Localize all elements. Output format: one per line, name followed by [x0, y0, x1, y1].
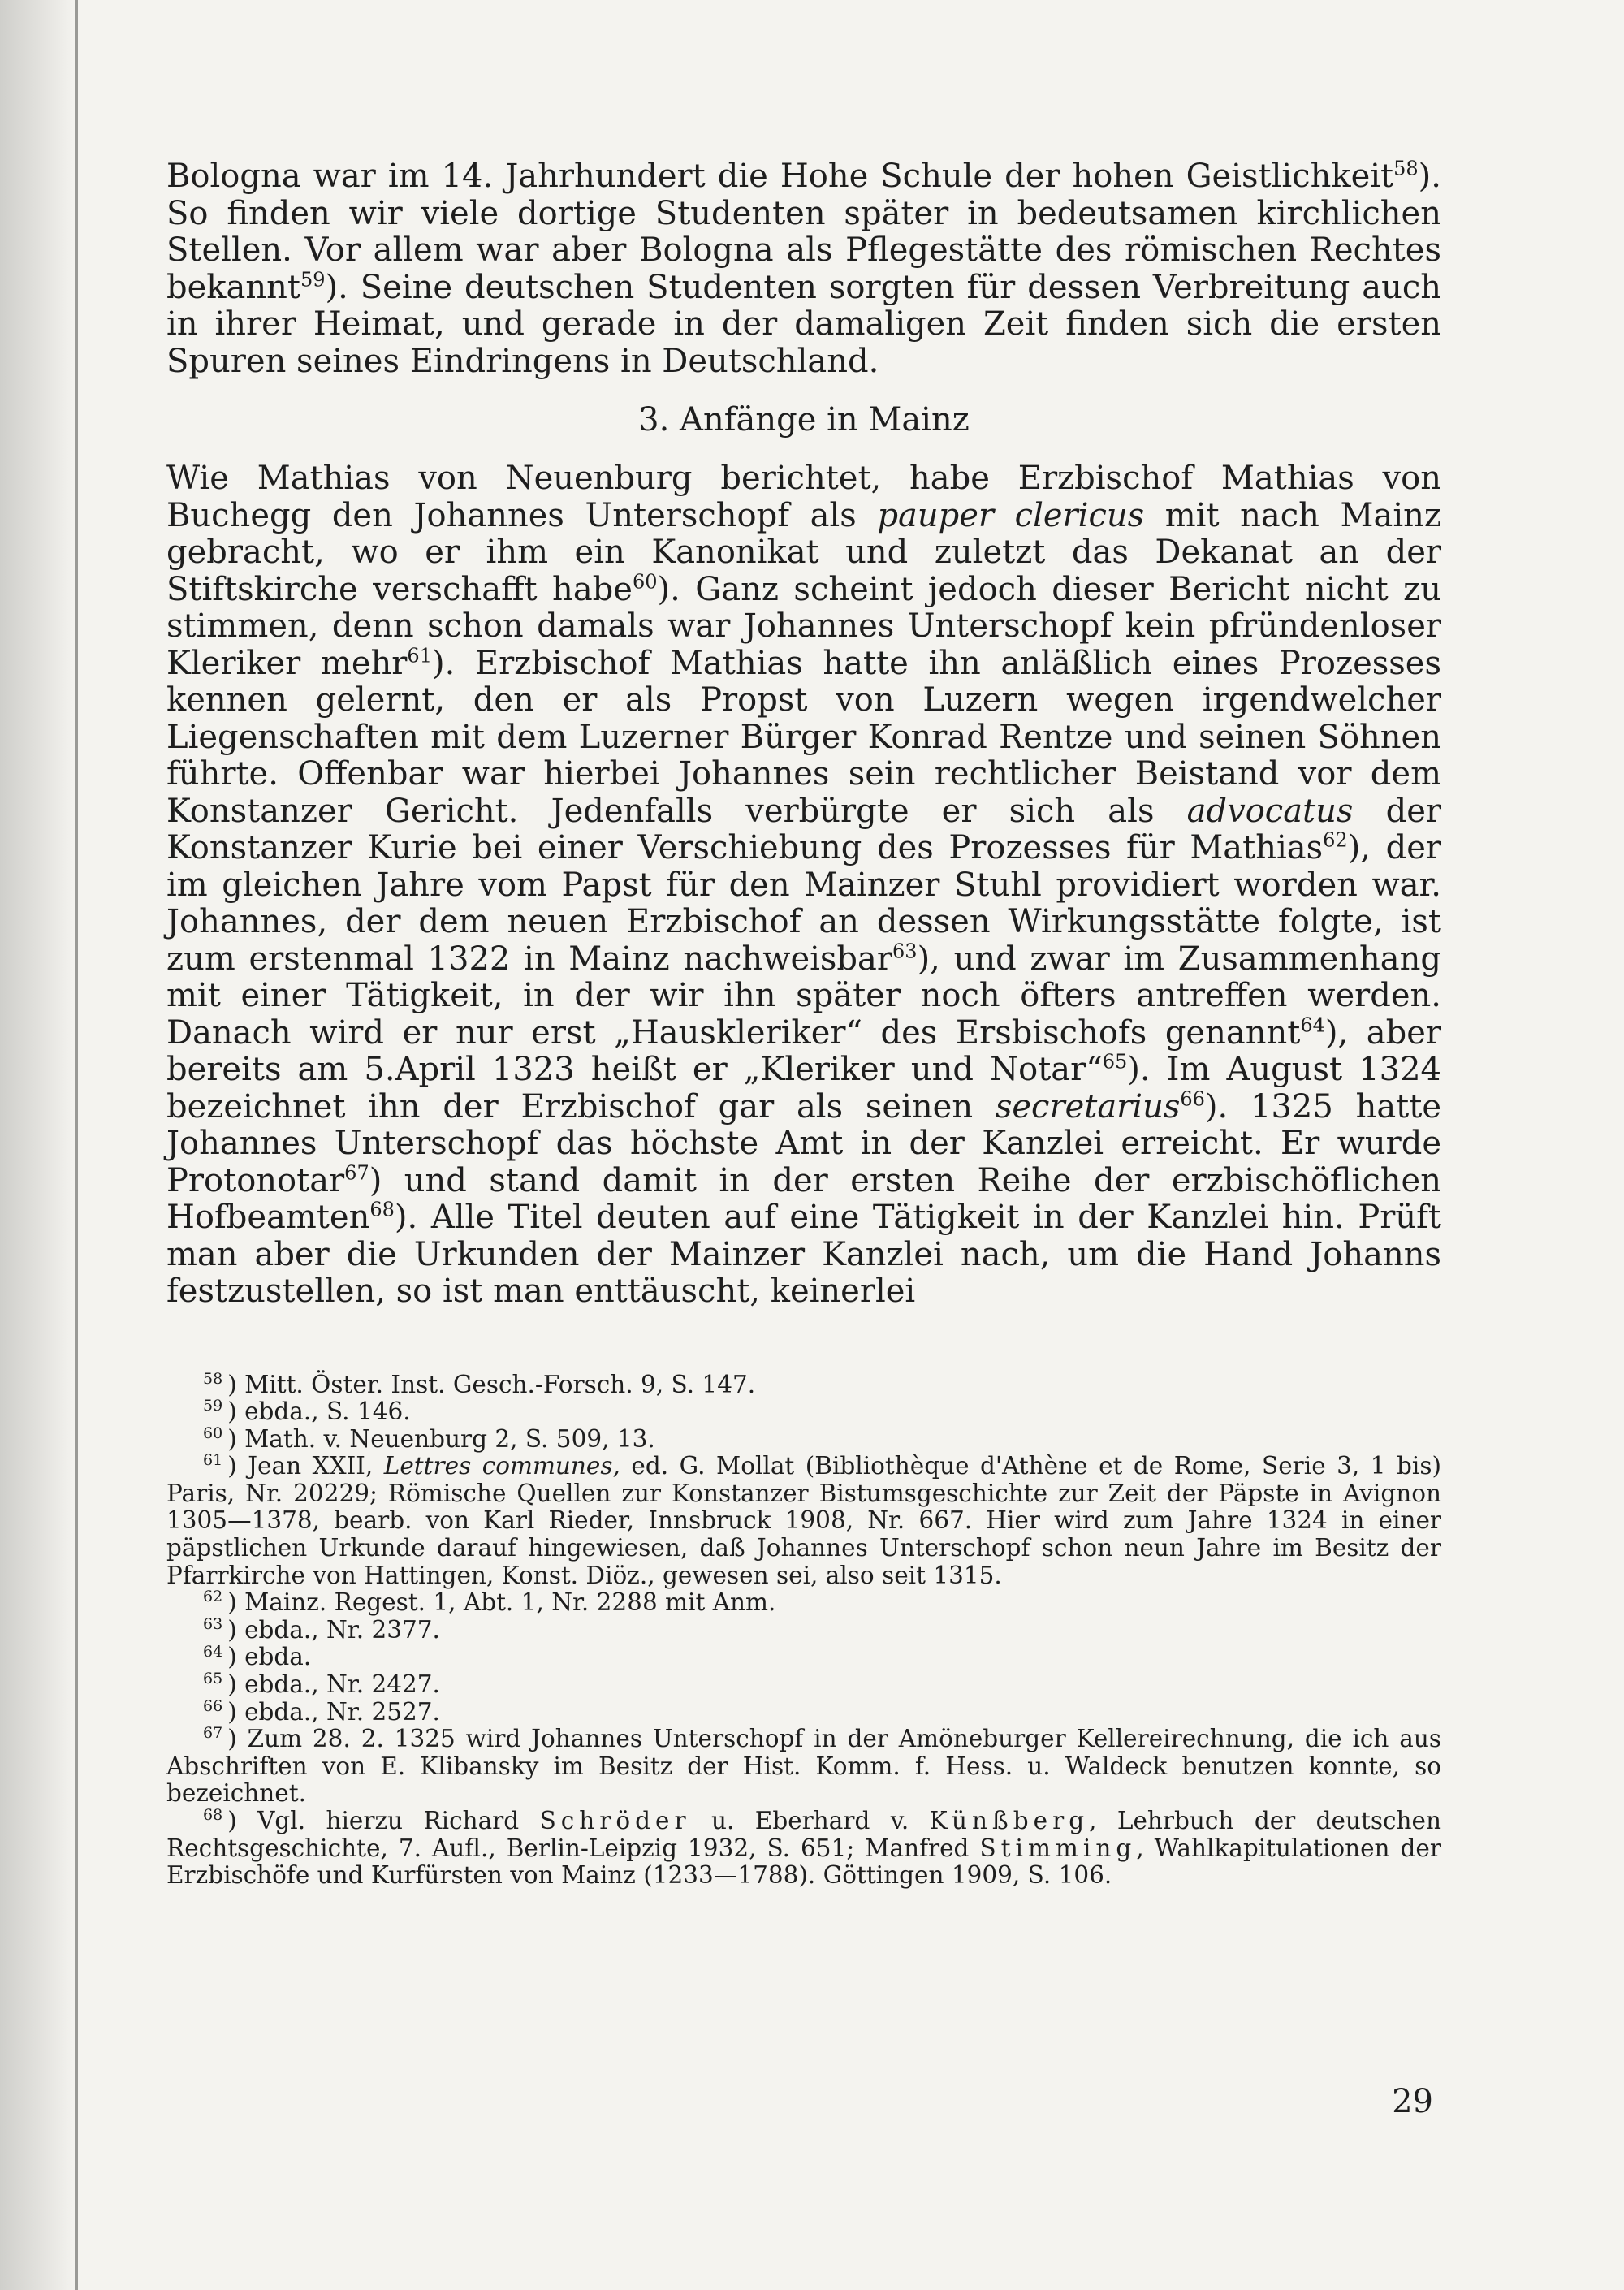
paragraph-2: Wie Mathias von Neuenburg berichtet, habe Erzbischof Mathias von Buchegg den Johannes Unterschopf als pauper clericus mit nach Mainz gebracht, wo er ihm ein Kanonikat und zuletzt das Dekanat an der Stiftskirche verschafft habe$^{60}$). Ganz scheint jedoch dieser Bericht nicht zu stimmen, denn schon damals war Johannes Unterschopf kein pfründenloser Kleriker mehr$^{61}$). Erzbischof Mathias hatte ihn anläßlich eines Prozesses kennen gelernt, den er als Propst von Luzern wegen irgendwelcher Liegenschaften mit dem Luzerner Bürger Konrad Rentze und seinen Söhnen führte. Offenbar war hierbei Johannes sein rechtlicher Beistand vor dem Konstanzer Gericht. Jedenfalls verbürgte er sich als advocatus der Konstanzer Kurie bei einer Verschiebung des Prozesses für Mathias$^{62}$), der im gleichen Jahre vom Papst für den Mainzer Stuhl providiert worden war. Johannes, der dem neuen Erzbischof an dessen Wirkungsstätte folgte, ist zum erstenmal 1322 in Mainz nachweisbar$^{63}$), und zwar im Zusammenhang mit einer Tätigkeit, in der wir ihn später noch öfters antreffen werden. Danach wird er nur erst „Hauskleriker“ des Ersbischofs genannt$^{64}$), aber bereits am 5.April 1323 heißt er „Kleriker und Notar“$^{65}$). Im August 1324 bezeichnet ihn der Erzbischof gar als seinen secretarius$^{66}$). 1325 hatte Johannes Unterschopf das höchste Amt in der Kanzlei erreicht. Er wurde Protonotar$^{67}$) und stand damit in der ersten Reihe der erzbischöflichen Hofbeamten$^{68}$). Alle Titel deuten auf eine Tätigkeit in der Kanzlei hin. Prüft man aber die Urkunden der Mainzer Kanzlei nach, um die Hand Johanns festzustellen, so ist man enttäuscht, keinerlei [166, 460, 1442, 1310]
footnote-66: 66 ) ebda., Nr. 2527. [203, 1696, 440, 1726]
binding-gutter [0, 0, 75, 2290]
body-text [166, 158, 1441, 1311]
footnote-ref-62[interactable]: 62 [1323, 828, 1348, 852]
footnote-ref-68[interactable]: 68 [369, 1198, 395, 1221]
footnote-58: 58 ) Mitt. Öster. Inst. Gesch.-Forsch. 9, S. 147. [203, 1369, 756, 1398]
footnotes [166, 1369, 1442, 1890]
page-content [166, 158, 1441, 1890]
footnote-68: 68 ) Vgl. hierzu Richard Schröder u. Eberhard v. Künßberg, Lehrbuch der deutschen Rechtsgeschichte, 7. Aufl., Berlin-Leipzig 1932, S. 651; Manfred Stimming, Wahlkapitulationen der Erzbischöfe und Kurfürsten von Mainz (1233—1788). Göttingen 1909, S. 106. [166, 1806, 1441, 1890]
footnote-62: 62 ) Mainz. Regest. 1, Abt. 1, Nr. 2288 mit Anm. [203, 1588, 776, 1617]
paragraph-1: Bologna war im 14. Jahrhundert die Hohe Schule der hohen Geistlichkeit$^{58}$). So finden wir viele dortige Studenten später in bedeutsamen kirchlichen Stellen. Vor allem war aber Bologna als Pflegestätte des römischen Rechtes bekannt$^{59}$). Seine deutschen Studenten sorgten für dessen Verbreitung auch in ihrer Heimat, und gerade in der damaligen Zeit finden sich die ersten Spuren seines Eindringens in Deutschland. [166, 157, 1441, 380]
footnote-61: 61 ) Jean XXII, Lettres communes, ed. G. Mollat (Bibliothèque d'Athène et de Rome, Serie 3, 1 bis) Paris, Nr. 20229; Römische Quellen zur Konstanzer Bistumsgeschichte zur Zeit der Päpste in Avignon 1305—1378, bearb. von Karl Rieder, Innsbruck 1908, Nr. 667. Hier wird zum Jahre 1324 in einer päpstlichen Urkunde darauf hingewiesen, daß Johannes Unterschopf schon neun Jahre im Besitz der Pfarrkirche von Hattingen, Konst. Diöz., gewesen sei, also seit 1315. [166, 1451, 1442, 1589]
footnote-ref-63[interactable]: 63 [892, 940, 918, 963]
footnote-60: 60 ) Math. v. Neuenburg 2, S. 509, 13. [203, 1424, 655, 1453]
page-edge [75, 0, 78, 2290]
footnote-ref-58[interactable]: 58 [1393, 157, 1419, 180]
footnote-ref-66[interactable]: 66 [1180, 1087, 1205, 1111]
footnote-ref-64[interactable]: 64 [1300, 1013, 1325, 1037]
page-number: 29 [1392, 2083, 1433, 2120]
footnote-59: 59 ) ebda., S. 146. [203, 1397, 411, 1426]
footnote-ref-65[interactable]: 65 [1102, 1050, 1128, 1074]
footnote-65: 65 ) ebda., Nr. 2427. [203, 1670, 440, 1699]
footnote-64: 64 ) ebda. [203, 1642, 312, 1671]
footnote-ref-61[interactable]: 61 [407, 644, 432, 668]
footnote-ref-60[interactable]: 60 [632, 570, 658, 594]
footnote-ref-59[interactable]: 59 [300, 268, 326, 292]
footnote-67: 67 ) Zum 28. 2. 1325 wird Johannes Unterschopf in der Amöneburger Kellereirechnung, die ich aus Abschriften von E. Klibansky im Besitz der Hist. Komm. f. Hess. u. Waldeck benutzen konnte, so bezeichnet. [166, 1724, 1442, 1808]
footnote-ref-67[interactable]: 67 [344, 1161, 369, 1185]
footnote-63: 63 ) ebda., Nr. 2377. [203, 1615, 440, 1644]
section-heading: 3. Anfänge in Mainz [638, 401, 970, 439]
